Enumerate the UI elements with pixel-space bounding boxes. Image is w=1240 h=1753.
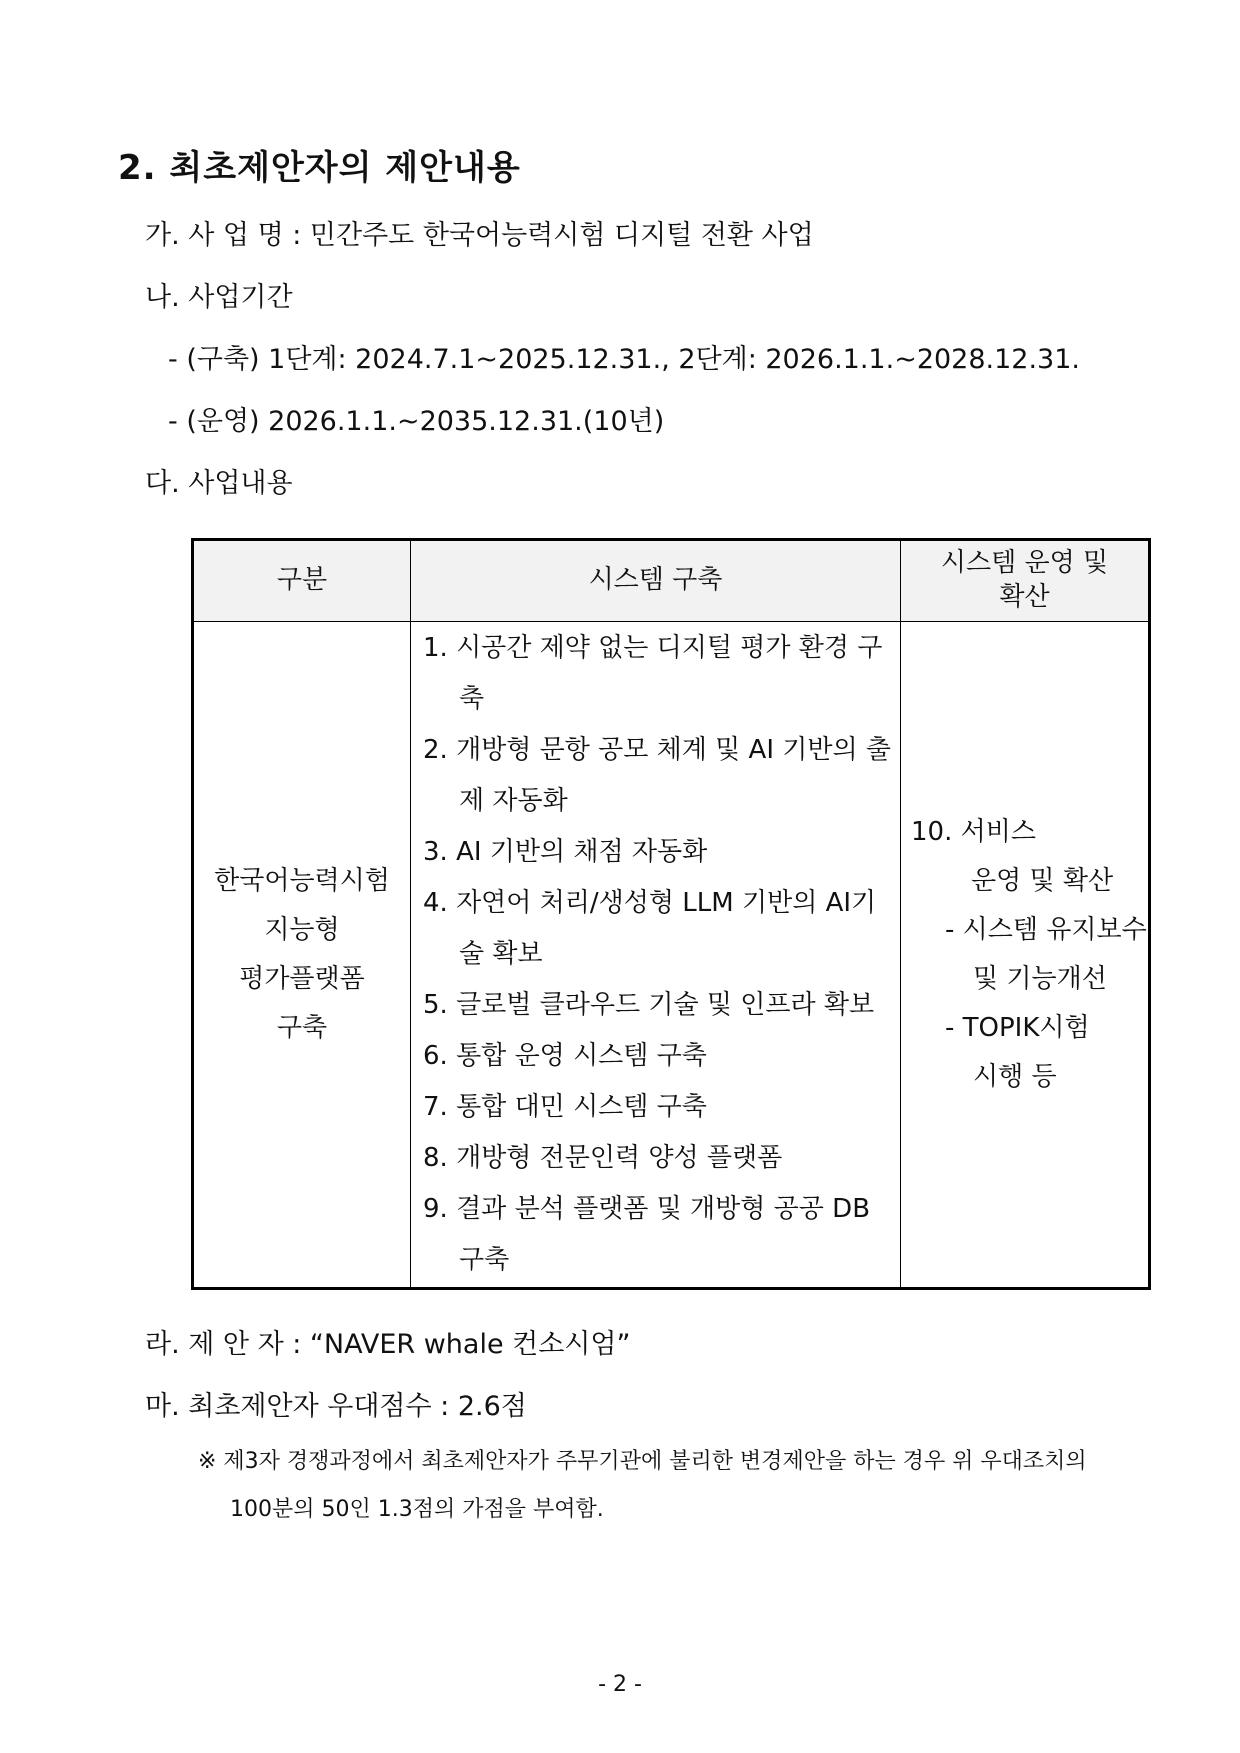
project-name: 가. 사 업 명 : 민간주도 한국어능력시험 디지털 전환 사업 (145, 220, 814, 251)
system-item: 4. 자연어 처리/생성형 LLM 기반의 AI기술 확보 (423, 888, 877, 969)
category-cell (193, 622, 411, 1289)
content-table (191, 538, 1151, 1290)
category-line: 구축 (276, 1012, 328, 1043)
period-heading: 나. 사업기간 (145, 282, 293, 313)
table-row (193, 622, 1150, 1289)
note-line: ※ 제3자 경쟁과정에서 최초제안자가 주무기관에 불리한 변경제안을 하는 경우 위 우대조치의 (198, 1449, 1087, 1474)
operation-cell (901, 622, 1150, 1289)
system-item: 7. 통합 대민 시스템 구축 (423, 1092, 707, 1122)
service-bullet-cont: 시행 등 (973, 1061, 1057, 1092)
service-bullet: - 시스템 유지보수 (945, 914, 1147, 945)
table-header-row (193, 540, 1150, 622)
service-bullet-cont: 및 기능개선 (973, 963, 1107, 994)
system-item: 5. 글로벌 클라우드 기술 및 인프라 확보 (423, 990, 875, 1020)
page-number: - 2 - (598, 1672, 642, 1697)
proposer: 라. 제 안 자 : “NAVER whale 컨소시엄” (145, 1329, 631, 1360)
system-item: 9. 결과 분석 플랫폼 및 개방형 공공 DB 구축 (423, 1194, 871, 1275)
service-subtitle: 운영 및 확산 (971, 865, 1114, 896)
header-operation (901, 540, 1150, 622)
header-category: 구분 (193, 540, 411, 622)
section-title: 2. 최초제안자의 제안내용 (118, 148, 521, 188)
system-item: 8. 개방형 전문인력 양성 플랫폼 (423, 1143, 783, 1173)
service-title: 10. 서비스 (911, 816, 1036, 847)
preference-score: 마. 최초제안자 우대점수 : 2.6점 (145, 1391, 527, 1422)
system-item: 3. AI 기반의 채점 자동화 (423, 837, 708, 867)
period-operate: - (운영) 2026.1.1.~2035.12.31.(10년) (168, 406, 665, 437)
system-item: 6. 통합 운영 시스템 구축 (423, 1041, 707, 1071)
category-line: 평가플랫폼 (239, 963, 365, 994)
system-build-cell (411, 622, 901, 1289)
header-system-build: 시스템 구축 (411, 540, 901, 622)
note-line: 100분의 50인 1.3점의 가점을 부여함. (230, 1497, 604, 1522)
service-bullet: - TOPIK시험 (945, 1012, 1090, 1043)
period-build: - (구축) 1단계: 2024.7.1~2025.12.31., 2단계: 2026.1.1.~2028.12.31. (168, 344, 1080, 375)
header-operation-text: 시스템 운영 및 확산 (940, 548, 1109, 612)
system-item: 1. 시공간 제약 없는 디지털 평가 환경 구축 (423, 633, 883, 714)
system-item: 2. 개방형 문항 공모 체계 및 AI 기반의 출제 자동화 (423, 735, 892, 816)
content-heading: 다. 사업내용 (145, 468, 293, 499)
category-line: 지능형 (264, 914, 340, 945)
category-line: 한국어능력시험 (214, 865, 390, 896)
